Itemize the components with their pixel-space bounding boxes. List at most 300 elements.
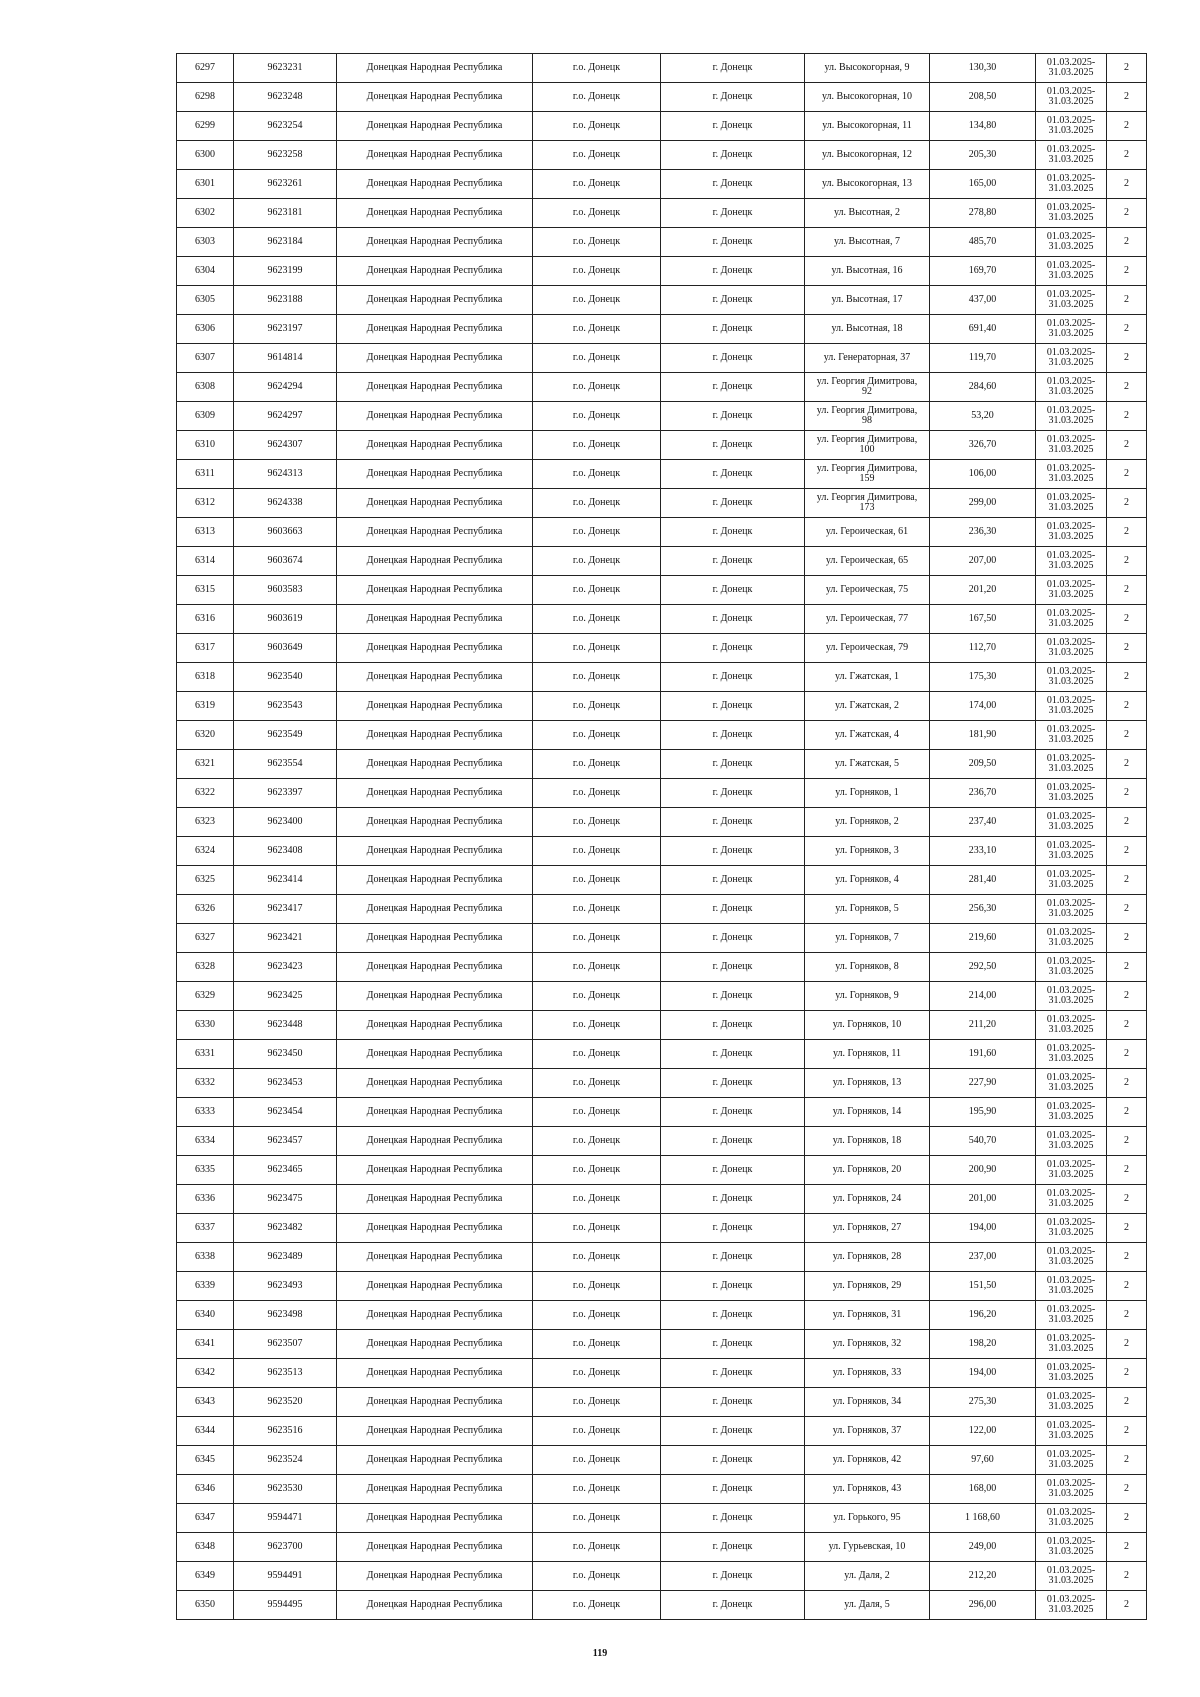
cadastral-id-cell: 9623397 <box>234 779 337 808</box>
table-row <box>177 170 1147 199</box>
category-cell: 2 <box>1107 112 1147 141</box>
category-cell: 2 <box>1107 1011 1147 1040</box>
address-cell: ул. Высотная, 7 <box>805 228 930 257</box>
city-cell: г. Донецк <box>661 1475 805 1504</box>
area-cell: 209,50 <box>930 750 1036 779</box>
category-cell: 2 <box>1107 1185 1147 1214</box>
table-row <box>177 1185 1147 1214</box>
city-cell: г. Донецк <box>661 895 805 924</box>
municipal-district-cell: г.о. Донецк <box>533 1562 661 1591</box>
cadastral-id-cell: 9623448 <box>234 1011 337 1040</box>
period-cell: 01.03.2025- 31.03.2025 <box>1036 1562 1107 1591</box>
region-cell: Донецкая Народная Республика <box>337 170 533 199</box>
region-cell: Донецкая Народная Республика <box>337 1127 533 1156</box>
period-cell: 01.03.2025- 31.03.2025 <box>1036 344 1107 373</box>
address-cell: ул. Горняков, 10 <box>805 1011 930 1040</box>
table-row <box>177 1127 1147 1156</box>
table-row <box>177 1504 1147 1533</box>
table-row <box>177 402 1147 431</box>
cadastral-id-cell: 9594471 <box>234 1504 337 1533</box>
municipal-district-cell: г.о. Донецк <box>533 54 661 83</box>
region-cell: Донецкая Народная Республика <box>337 141 533 170</box>
cadastral-id-cell: 9623450 <box>234 1040 337 1069</box>
region-cell: Донецкая Народная Республика <box>337 634 533 663</box>
municipal-district-cell: г.о. Донецк <box>533 518 661 547</box>
city-cell: г. Донецк <box>661 1533 805 1562</box>
row-number-cell: 6349 <box>177 1562 234 1591</box>
category-cell: 2 <box>1107 199 1147 228</box>
cadastral-id-cell: 9623261 <box>234 170 337 199</box>
row-number-cell: 6299 <box>177 112 234 141</box>
period-cell: 01.03.2025- 31.03.2025 <box>1036 1185 1107 1214</box>
municipal-district-cell: г.о. Донецк <box>533 663 661 692</box>
period-cell: 01.03.2025- 31.03.2025 <box>1036 54 1107 83</box>
table-row <box>177 1214 1147 1243</box>
cadastral-id-cell: 9623475 <box>234 1185 337 1214</box>
cadastral-id-cell: 9623417 <box>234 895 337 924</box>
municipal-district-cell: г.о. Донецк <box>533 1359 661 1388</box>
period-cell: 01.03.2025- 31.03.2025 <box>1036 1069 1107 1098</box>
region-cell: Донецкая Народная Республика <box>337 489 533 518</box>
address-cell: ул. Генераторная, 37 <box>805 344 930 373</box>
municipal-district-cell: г.о. Донецк <box>533 1475 661 1504</box>
address-cell: ул. Высотная, 17 <box>805 286 930 315</box>
cadastral-id-cell: 9623181 <box>234 199 337 228</box>
period-cell: 01.03.2025- 31.03.2025 <box>1036 1156 1107 1185</box>
area-cell: 219,60 <box>930 924 1036 953</box>
region-cell: Донецкая Народная Республика <box>337 866 533 895</box>
area-cell: 437,00 <box>930 286 1036 315</box>
row-number-cell: 6319 <box>177 692 234 721</box>
region-cell: Донецкая Народная Республика <box>337 431 533 460</box>
region-cell: Донецкая Народная Республика <box>337 1359 533 1388</box>
table-row <box>177 779 1147 808</box>
address-cell: ул. Горняков, 33 <box>805 1359 930 1388</box>
category-cell: 2 <box>1107 1562 1147 1591</box>
area-cell: 181,90 <box>930 721 1036 750</box>
area-cell: 174,00 <box>930 692 1036 721</box>
data-table <box>176 53 1147 1620</box>
period-cell: 01.03.2025- 31.03.2025 <box>1036 315 1107 344</box>
municipal-district-cell: г.о. Донецк <box>533 1417 661 1446</box>
period-cell: 01.03.2025- 31.03.2025 <box>1036 1475 1107 1504</box>
table-row <box>177 1330 1147 1359</box>
city-cell: г. Донецк <box>661 431 805 460</box>
category-cell: 2 <box>1107 1446 1147 1475</box>
region-cell: Донецкая Народная Республика <box>337 1185 533 1214</box>
cadastral-id-cell: 9623489 <box>234 1243 337 1272</box>
row-number-cell: 6328 <box>177 953 234 982</box>
municipal-district-cell: г.о. Донецк <box>533 779 661 808</box>
category-cell: 2 <box>1107 721 1147 750</box>
table-row <box>177 54 1147 83</box>
municipal-district-cell: г.о. Донецк <box>533 1533 661 1562</box>
period-cell: 01.03.2025- 31.03.2025 <box>1036 257 1107 286</box>
table-row <box>177 199 1147 228</box>
area-cell: 168,00 <box>930 1475 1036 1504</box>
cadastral-id-cell: 9623457 <box>234 1127 337 1156</box>
region-cell: Донецкая Народная Республика <box>337 1098 533 1127</box>
address-cell: ул. Горняков, 7 <box>805 924 930 953</box>
cadastral-id-cell: 9623400 <box>234 808 337 837</box>
area-cell: 134,80 <box>930 112 1036 141</box>
row-number-cell: 6340 <box>177 1301 234 1330</box>
cadastral-id-cell: 9623549 <box>234 721 337 750</box>
city-cell: г. Донецк <box>661 808 805 837</box>
area-cell: 1 168,60 <box>930 1504 1036 1533</box>
municipal-district-cell: г.о. Донецк <box>533 721 661 750</box>
row-number-cell: 6344 <box>177 1417 234 1446</box>
table-row <box>177 1011 1147 1040</box>
municipal-district-cell: г.о. Донецк <box>533 982 661 1011</box>
city-cell: г. Донецк <box>661 83 805 112</box>
municipal-district-cell: г.о. Донецк <box>533 750 661 779</box>
period-cell: 01.03.2025- 31.03.2025 <box>1036 837 1107 866</box>
cadastral-id-cell: 9623423 <box>234 953 337 982</box>
region-cell: Донецкая Народная Республика <box>337 605 533 634</box>
period-cell: 01.03.2025- 31.03.2025 <box>1036 1214 1107 1243</box>
category-cell: 2 <box>1107 141 1147 170</box>
period-cell: 01.03.2025- 31.03.2025 <box>1036 1127 1107 1156</box>
period-cell: 01.03.2025- 31.03.2025 <box>1036 1098 1107 1127</box>
region-cell: Донецкая Народная Республика <box>337 1562 533 1591</box>
address-cell: ул. Георгия Димитрова, 98 <box>805 402 930 431</box>
table-row <box>177 721 1147 750</box>
period-cell: 01.03.2025- 31.03.2025 <box>1036 605 1107 634</box>
table-row <box>177 895 1147 924</box>
city-cell: г. Донецк <box>661 1417 805 1446</box>
category-cell: 2 <box>1107 1301 1147 1330</box>
period-cell: 01.03.2025- 31.03.2025 <box>1036 431 1107 460</box>
address-cell: ул. Горняков, 28 <box>805 1243 930 1272</box>
city-cell: г. Донецк <box>661 1069 805 1098</box>
period-cell: 01.03.2025- 31.03.2025 <box>1036 141 1107 170</box>
table-row <box>177 141 1147 170</box>
address-cell: ул. Горняков, 29 <box>805 1272 930 1301</box>
category-cell: 2 <box>1107 402 1147 431</box>
area-cell: 212,20 <box>930 1562 1036 1591</box>
city-cell: г. Донецк <box>661 1388 805 1417</box>
area-cell: 284,60 <box>930 373 1036 402</box>
row-number-cell: 6331 <box>177 1040 234 1069</box>
area-cell: 208,50 <box>930 83 1036 112</box>
municipal-district-cell: г.о. Донецк <box>533 431 661 460</box>
area-cell: 236,30 <box>930 518 1036 547</box>
cadastral-id-cell: 9624338 <box>234 489 337 518</box>
category-cell: 2 <box>1107 953 1147 982</box>
row-number-cell: 6332 <box>177 1069 234 1098</box>
row-number-cell: 6298 <box>177 83 234 112</box>
category-cell: 2 <box>1107 1504 1147 1533</box>
area-cell: 196,20 <box>930 1301 1036 1330</box>
category-cell: 2 <box>1107 779 1147 808</box>
row-number-cell: 6313 <box>177 518 234 547</box>
address-cell: ул. Героическая, 65 <box>805 547 930 576</box>
address-cell: ул. Горняков, 18 <box>805 1127 930 1156</box>
period-cell: 01.03.2025- 31.03.2025 <box>1036 779 1107 808</box>
address-cell: ул. Горняков, 1 <box>805 779 930 808</box>
period-cell: 01.03.2025- 31.03.2025 <box>1036 112 1107 141</box>
category-cell: 2 <box>1107 837 1147 866</box>
period-cell: 01.03.2025- 31.03.2025 <box>1036 1591 1107 1620</box>
city-cell: г. Донецк <box>661 547 805 576</box>
area-cell: 236,70 <box>930 779 1036 808</box>
address-cell: ул. Горняков, 42 <box>805 1446 930 1475</box>
cadastral-id-cell: 9623197 <box>234 315 337 344</box>
period-cell: 01.03.2025- 31.03.2025 <box>1036 518 1107 547</box>
table-row <box>177 750 1147 779</box>
city-cell: г. Донецк <box>661 837 805 866</box>
category-cell: 2 <box>1107 982 1147 1011</box>
period-cell: 01.03.2025- 31.03.2025 <box>1036 634 1107 663</box>
table-row <box>177 1533 1147 1562</box>
table-row <box>177 634 1147 663</box>
area-cell: 205,30 <box>930 141 1036 170</box>
category-cell: 2 <box>1107 228 1147 257</box>
address-cell: ул. Горняков, 3 <box>805 837 930 866</box>
cadastral-id-cell: 9623498 <box>234 1301 337 1330</box>
period-cell: 01.03.2025- 31.03.2025 <box>1036 982 1107 1011</box>
municipal-district-cell: г.о. Донецк <box>533 547 661 576</box>
table-row <box>177 112 1147 141</box>
area-cell: 175,30 <box>930 663 1036 692</box>
region-cell: Донецкая Народная Республика <box>337 895 533 924</box>
municipal-district-cell: г.о. Донецк <box>533 402 661 431</box>
address-cell: ул. Гжатская, 4 <box>805 721 930 750</box>
table-row <box>177 373 1147 402</box>
period-cell: 01.03.2025- 31.03.2025 <box>1036 170 1107 199</box>
municipal-district-cell: г.о. Донецк <box>533 837 661 866</box>
table-row <box>177 1040 1147 1069</box>
municipal-district-cell: г.о. Донецк <box>533 315 661 344</box>
area-cell: 275,30 <box>930 1388 1036 1417</box>
address-cell: ул. Горняков, 31 <box>805 1301 930 1330</box>
period-cell: 01.03.2025- 31.03.2025 <box>1036 547 1107 576</box>
municipal-district-cell: г.о. Донецк <box>533 1301 661 1330</box>
cadastral-id-cell: 9623543 <box>234 692 337 721</box>
row-number-cell: 6321 <box>177 750 234 779</box>
municipal-district-cell: г.о. Донецк <box>533 953 661 982</box>
period-cell: 01.03.2025- 31.03.2025 <box>1036 1388 1107 1417</box>
area-cell: 207,00 <box>930 547 1036 576</box>
region-cell: Донецкая Народная Республика <box>337 663 533 692</box>
region-cell: Донецкая Народная Республика <box>337 692 533 721</box>
category-cell: 2 <box>1107 1243 1147 1272</box>
page-number: 119 <box>592 1648 608 1659</box>
region-cell: Донецкая Народная Республика <box>337 1330 533 1359</box>
region-cell: Донецкая Народная Республика <box>337 750 533 779</box>
category-cell: 2 <box>1107 1417 1147 1446</box>
municipal-district-cell: г.о. Донецк <box>533 605 661 634</box>
category-cell: 2 <box>1107 518 1147 547</box>
category-cell: 2 <box>1107 1475 1147 1504</box>
region-cell: Донецкая Народная Республика <box>337 837 533 866</box>
table-row <box>177 489 1147 518</box>
cadastral-id-cell: 9623454 <box>234 1098 337 1127</box>
area-cell: 195,90 <box>930 1098 1036 1127</box>
region-cell: Донецкая Народная Республика <box>337 1272 533 1301</box>
address-cell: ул. Гжатская, 1 <box>805 663 930 692</box>
period-cell: 01.03.2025- 31.03.2025 <box>1036 228 1107 257</box>
address-cell: ул. Горняков, 20 <box>805 1156 930 1185</box>
row-number-cell: 6350 <box>177 1591 234 1620</box>
municipal-district-cell: г.о. Донецк <box>533 112 661 141</box>
area-cell: 106,00 <box>930 460 1036 489</box>
category-cell: 2 <box>1107 460 1147 489</box>
municipal-district-cell: г.о. Донецк <box>533 1388 661 1417</box>
cadastral-id-cell: 9623421 <box>234 924 337 953</box>
row-number-cell: 6325 <box>177 866 234 895</box>
table-row <box>177 286 1147 315</box>
table-row <box>177 1243 1147 1272</box>
period-cell: 01.03.2025- 31.03.2025 <box>1036 1243 1107 1272</box>
table-row <box>177 837 1147 866</box>
municipal-district-cell: г.о. Донецк <box>533 634 661 663</box>
area-cell: 227,90 <box>930 1069 1036 1098</box>
area-cell: 169,70 <box>930 257 1036 286</box>
region-cell: Донецкая Народная Республика <box>337 344 533 373</box>
municipal-district-cell: г.о. Донецк <box>533 866 661 895</box>
period-cell: 01.03.2025- 31.03.2025 <box>1036 953 1107 982</box>
region-cell: Донецкая Народная Республика <box>337 228 533 257</box>
municipal-district-cell: г.о. Донецк <box>533 1185 661 1214</box>
region-cell: Донецкая Народная Республика <box>337 1475 533 1504</box>
row-number-cell: 6335 <box>177 1156 234 1185</box>
region-cell: Донецкая Народная Республика <box>337 1504 533 1533</box>
city-cell: г. Донецк <box>661 54 805 83</box>
address-cell: ул. Высокогорная, 11 <box>805 112 930 141</box>
table-row <box>177 808 1147 837</box>
category-cell: 2 <box>1107 1127 1147 1156</box>
region-cell: Донецкая Народная Республика <box>337 1011 533 1040</box>
cadastral-id-cell: 9623493 <box>234 1272 337 1301</box>
table-row <box>177 924 1147 953</box>
region-cell: Донецкая Народная Республика <box>337 1417 533 1446</box>
cadastral-id-cell: 9594491 <box>234 1562 337 1591</box>
region-cell: Донецкая Народная Республика <box>337 1446 533 1475</box>
city-cell: г. Донецк <box>661 1127 805 1156</box>
period-cell: 01.03.2025- 31.03.2025 <box>1036 489 1107 518</box>
city-cell: г. Донецк <box>661 257 805 286</box>
table-row <box>177 1272 1147 1301</box>
row-number-cell: 6337 <box>177 1214 234 1243</box>
period-cell: 01.03.2025- 31.03.2025 <box>1036 924 1107 953</box>
table-row <box>177 1388 1147 1417</box>
area-cell: 97,60 <box>930 1446 1036 1475</box>
area-cell: 191,60 <box>930 1040 1036 1069</box>
category-cell: 2 <box>1107 866 1147 895</box>
period-cell: 01.03.2025- 31.03.2025 <box>1036 1301 1107 1330</box>
city-cell: г. Донецк <box>661 866 805 895</box>
cadastral-id-cell: 9624294 <box>234 373 337 402</box>
region-cell: Донецкая Народная Республика <box>337 1243 533 1272</box>
period-cell: 01.03.2025- 31.03.2025 <box>1036 1417 1107 1446</box>
area-cell: 292,50 <box>930 953 1036 982</box>
row-number-cell: 6304 <box>177 257 234 286</box>
row-number-cell: 6326 <box>177 895 234 924</box>
cadastral-id-cell: 9623482 <box>234 1214 337 1243</box>
region-cell: Донецкая Народная Республика <box>337 1301 533 1330</box>
municipal-district-cell: г.о. Донецк <box>533 1214 661 1243</box>
municipal-district-cell: г.о. Донецк <box>533 1127 661 1156</box>
area-cell: 237,40 <box>930 808 1036 837</box>
category-cell: 2 <box>1107 373 1147 402</box>
municipal-district-cell: г.о. Донецк <box>533 286 661 315</box>
city-cell: г. Донецк <box>661 199 805 228</box>
city-cell: г. Донецк <box>661 750 805 779</box>
row-number-cell: 6314 <box>177 547 234 576</box>
area-cell: 167,50 <box>930 605 1036 634</box>
city-cell: г. Донецк <box>661 982 805 1011</box>
period-cell: 01.03.2025- 31.03.2025 <box>1036 1330 1107 1359</box>
city-cell: г. Донецк <box>661 692 805 721</box>
period-cell: 01.03.2025- 31.03.2025 <box>1036 83 1107 112</box>
city-cell: г. Донецк <box>661 605 805 634</box>
row-number-cell: 6307 <box>177 344 234 373</box>
address-cell: ул. Высокогорная, 9 <box>805 54 930 83</box>
table-row <box>177 605 1147 634</box>
category-cell: 2 <box>1107 692 1147 721</box>
category-cell: 2 <box>1107 1156 1147 1185</box>
table-row <box>177 1069 1147 1098</box>
city-cell: г. Донецк <box>661 1301 805 1330</box>
table-row <box>177 460 1147 489</box>
cadastral-id-cell: 9623199 <box>234 257 337 286</box>
row-number-cell: 6348 <box>177 1533 234 1562</box>
region-cell: Донецкая Народная Республика <box>337 1591 533 1620</box>
municipal-district-cell: г.о. Донецк <box>533 170 661 199</box>
period-cell: 01.03.2025- 31.03.2025 <box>1036 199 1107 228</box>
category-cell: 2 <box>1107 344 1147 373</box>
city-cell: г. Донецк <box>661 1359 805 1388</box>
table-row <box>177 692 1147 721</box>
category-cell: 2 <box>1107 750 1147 779</box>
municipal-district-cell: г.о. Донецк <box>533 1330 661 1359</box>
area-cell: 165,00 <box>930 170 1036 199</box>
address-cell: ул. Георгия Димитрова, 159 <box>805 460 930 489</box>
city-cell: г. Донецк <box>661 1214 805 1243</box>
municipal-district-cell: г.о. Донецк <box>533 141 661 170</box>
city-cell: г. Донецк <box>661 1504 805 1533</box>
table-row <box>177 344 1147 373</box>
row-number-cell: 6320 <box>177 721 234 750</box>
address-cell: ул. Героическая, 79 <box>805 634 930 663</box>
address-cell: ул. Горняков, 9 <box>805 982 930 1011</box>
city-cell: г. Донецк <box>661 1098 805 1127</box>
row-number-cell: 6312 <box>177 489 234 518</box>
cadastral-id-cell: 9624307 <box>234 431 337 460</box>
address-cell: ул. Георгия Димитрова, 100 <box>805 431 930 460</box>
cadastral-id-cell: 9603619 <box>234 605 337 634</box>
row-number-cell: 6300 <box>177 141 234 170</box>
city-cell: г. Донецк <box>661 1185 805 1214</box>
table-row <box>177 1156 1147 1185</box>
address-cell: ул. Горняков, 24 <box>805 1185 930 1214</box>
table-row <box>177 1359 1147 1388</box>
row-number-cell: 6305 <box>177 286 234 315</box>
municipal-district-cell: г.о. Донецк <box>533 1098 661 1127</box>
row-number-cell: 6297 <box>177 54 234 83</box>
city-cell: г. Донецк <box>661 460 805 489</box>
area-cell: 200,90 <box>930 1156 1036 1185</box>
period-cell: 01.03.2025- 31.03.2025 <box>1036 866 1107 895</box>
municipal-district-cell: г.о. Донецк <box>533 576 661 605</box>
category-cell: 2 <box>1107 1359 1147 1388</box>
region-cell: Донецкая Народная Республика <box>337 286 533 315</box>
city-cell: г. Донецк <box>661 518 805 547</box>
area-cell: 122,00 <box>930 1417 1036 1446</box>
address-cell: ул. Горького, 95 <box>805 1504 930 1533</box>
